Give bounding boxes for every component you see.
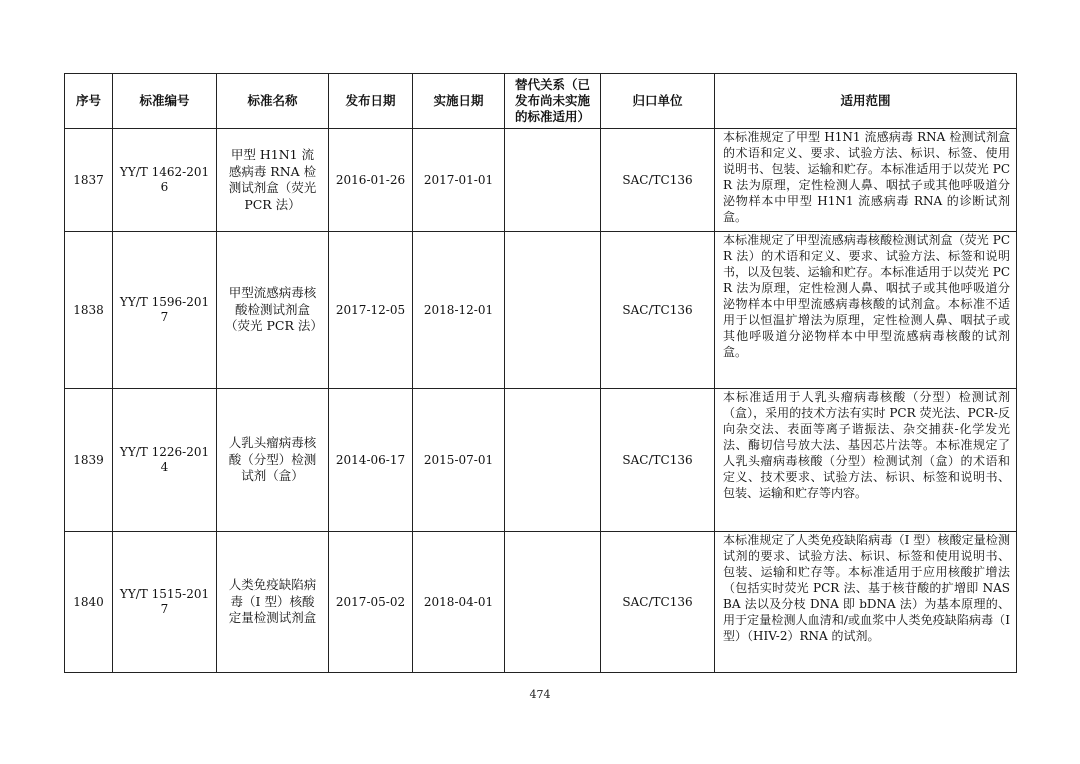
table-row [65,232,1017,389]
cell-department: SAC/TC136 [601,129,715,232]
header-department: 归口单位 [601,74,715,129]
cell-serial: 1838 [65,232,113,389]
cell-supersede [505,129,601,232]
cell-standard-no: YY/T 1462-2016 [113,129,217,232]
cell-scope: 本标准规定了甲型 H1N1 流感病毒 RNA 检测试剂盒的术语和定义、要求、试验方法、标识、标签、使用说明书、包装、运输和贮存。本标准适用于以荧光 PCR 法为原理，定性检测人鼻、咽拭子或其他呼吸道分泌物样本中甲型 H1N1 流感病毒 RNA 的诊断试剂盒。 [715,129,1017,232]
cell-standard-name: 人类免疫缺陷病毒（I 型）核酸定量检测试剂盒 [217,532,329,673]
cell-serial: 1839 [65,389,113,532]
standards-table [64,73,1017,673]
cell-scope: 本标准规定了人类免疫缺陷病毒（I 型）核酸定量检测试剂的要求、试验方法、标识、标签和使用说明书、包装、运输和贮存等。本标准适用于应用核酸扩增法（包括实时荧光 PCR 法、基于核苷酸的扩增即 NASBA 法以及分枝 DNA 即 bDNA 法）为基本原理的、用于定量检测人血清和/或血浆中人类免疫缺陷病毒（I 型）（HIV-2）RNA 的试剂。 [715,532,1017,673]
cell-standard-no: YY/T 1226-2014 [113,389,217,532]
cell-scope: 本标准规定了甲型流感病毒核酸检测试剂盒（荧光 PCR 法）的术语和定义、要求、试验方法、标签和说明书，以及包装、运输和贮存。本标准适用于以荧光 PCR 法为原理，定性检测人鼻、咽拭子或其他呼吸道分泌物样本中甲型流感病毒核酸的试剂盒。本标准不适用于以恒温扩增法为原理，定性检测人鼻、咽拭子或其他呼吸道分泌物样本中甲型流感病毒核酸的试剂盒。 [715,232,1017,389]
cell-publish-date: 2016-01-26 [329,129,413,232]
cell-publish-date: 2017-12-05 [329,232,413,389]
cell-standard-no: YY/T 1515-2017 [113,532,217,673]
cell-standard-no: YY/T 1596-2017 [113,232,217,389]
cell-department: SAC/TC136 [601,532,715,673]
header-scope: 适用范围 [715,74,1017,129]
table-body [65,129,1017,673]
header-implement-date: 实施日期 [413,74,505,129]
table-header [65,74,1017,129]
page-number: 474 [529,688,551,701]
cell-supersede [505,232,601,389]
cell-implement-date: 2015-07-01 [413,389,505,532]
cell-implement-date: 2018-12-01 [413,232,505,389]
cell-serial: 1840 [65,532,113,673]
standards-table-container [64,73,1016,673]
header-standard-no: 标准编号 [113,74,217,129]
cell-serial: 1837 [65,129,113,232]
cell-publish-date: 2017-05-02 [329,532,413,673]
cell-publish-date: 2014-06-17 [329,389,413,532]
cell-scope: 本标准适用于人乳头瘤病毒核酸（分型）检测试剂（盒），采用的技术方法有实时 PCR 荧光法、PCR-反向杂交法、表面等离子谐振法、杂交捕获-化学发光法、酶切信号放大法、基因芯片法等。本标准规定了人乳头瘤病毒核酸（分型）检测试剂（盒）的术语和定义、技术要求、试验方法、标识、标签和说明书、包装、运输和贮存等内容。 [715,389,1017,532]
header-serial: 序号 [65,74,113,129]
cell-standard-name: 甲型 H1N1 流感病毒 RNA 检测试剂盒（荧光 PCR 法） [217,129,329,232]
table-row [65,129,1017,232]
cell-implement-date: 2018-04-01 [413,532,505,673]
header-publish-date: 发布日期 [329,74,413,129]
cell-standard-name: 人乳头瘤病毒核酸（分型）检测试剂（盒） [217,389,329,532]
cell-standard-name: 甲型流感病毒核酸检测试剂盒（荧光 PCR 法） [217,232,329,389]
cell-supersede [505,532,601,673]
cell-department: SAC/TC136 [601,232,715,389]
cell-implement-date: 2017-01-01 [413,129,505,232]
table-row [65,389,1017,532]
header-standard-name: 标准名称 [217,74,329,129]
cell-department: SAC/TC136 [601,389,715,532]
header-supersede: 替代关系（已发布尚未实施的标准适用） [505,74,601,129]
cell-supersede [505,389,601,532]
header-row [65,74,1017,129]
table-row [65,532,1017,673]
